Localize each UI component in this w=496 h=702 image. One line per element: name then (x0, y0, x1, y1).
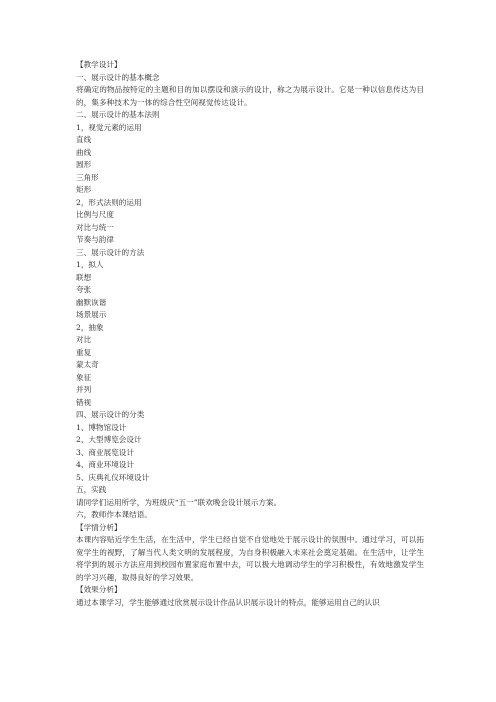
document-line: 【教学设计】 (76, 60, 122, 69)
document-line: 三角形 (76, 172, 99, 182)
document-line: 1，视觉元素的运用 (76, 122, 142, 132)
document-line: 对比与统一 (76, 222, 114, 232)
document-line: 蒙太奇 (76, 360, 99, 369)
document-paragraph: 本课内容贴近学生生活，在生活中，学生已经自觉不自觉地处于展示设计的氛围中。通过学习，可以拓宽学生的视野，了解当代人类文明的发展程度，为自身积极融入未来社会奠定基础。在生活中，让学生将学到的展示方法应用到校园布置家庭布置中去，可以极大地调动学生的学习积极性，有效地激发学生的学习兴趣，取得良好的学习效果。 (76, 535, 424, 582)
document-line: 2、大型博览会设计 (76, 435, 142, 444)
document-line: 3、商业展览设计 (76, 447, 134, 457)
document-line: 三、展示设计的方法 (76, 247, 145, 257)
document-line: 五，实践 (76, 485, 107, 494)
document-line: 二、展示设计的基本法则 (76, 110, 160, 119)
document-line: 5、庆典礼仪环境设计 (76, 472, 150, 482)
document-line: 六，教师作本课结语。 (76, 510, 152, 519)
document-body (76, 59, 424, 609)
document-line: 四、展示设计的分类 (76, 410, 145, 419)
document-line: 错视 (76, 397, 92, 407)
document-line: 曲线 (76, 147, 92, 157)
document-line: 联想 (76, 272, 92, 282)
document-line: 2，形式法则的运用 (76, 197, 142, 207)
document-line: 通过本课学习，学生能够通过欣赏展示设计作品认识展示设计的特点，能够运用自己的认识 (76, 597, 380, 607)
document-line: 夸张 (76, 285, 92, 294)
document-line: 2，抽象 (76, 322, 104, 332)
document-line: 并列 (76, 385, 92, 394)
document-paragraph: 将确定的物品按特定的主题和目的加以摆设和演示的设计，称之为展示设计。它是一种以信息传达为目的，集多种技术为一体的综合性空间视觉传达设计。 (76, 85, 424, 107)
document-line: 象征 (76, 372, 92, 382)
document-line: 【效果分析】 (76, 585, 122, 594)
document-line: 请同学们运用所学，为班级庆“五一”联欢晚会设计展示方案。 (76, 497, 282, 507)
document-line: 4、商业环境设计 (76, 460, 134, 469)
document-line: 重复 (76, 347, 92, 357)
document-line: 1、博物馆设计 (76, 422, 127, 432)
document-line: 圆形 (76, 160, 92, 169)
document-line: 1，拟人 (76, 260, 104, 269)
document-line: 矩形 (76, 185, 92, 194)
document-line: 比例与尺度 (76, 210, 114, 219)
document-line: 直线 (76, 135, 92, 144)
document-line: 节奏与韵律 (76, 235, 114, 244)
document-line: 一、展示设计的基本概念 (76, 72, 160, 82)
document-line: 对比 (76, 335, 92, 344)
document-line: 场景展示 (76, 310, 107, 319)
document-line: 幽默诙谐 (76, 297, 107, 307)
document-line: 【学情分析】 (76, 522, 122, 532)
